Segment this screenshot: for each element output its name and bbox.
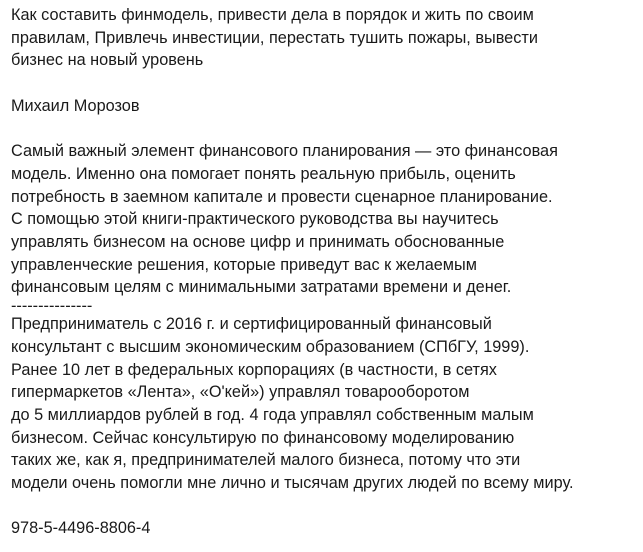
bio-line: консультант с высшим экономическим образованием (СПбГУ, 1999). [11, 337, 530, 356]
blank-line [11, 72, 639, 95]
description-line: С помощью этой книги-практического руководства вы научитесь [11, 210, 499, 229]
separator-line: --------------- [11, 297, 93, 316]
description-line: модель. Именно она помогает понять реальную прибыль, оценить [11, 164, 516, 183]
book-title [11, 4, 639, 72]
book-description-document [11, 4, 639, 540]
description-line: Самый важный элемент финансового планирования — это финансовая [11, 142, 558, 161]
author-name: Михаил Морозов [11, 96, 140, 115]
bio-line: до 5 миллиардов рублей в год. 4 года управлял собственным малым [11, 405, 534, 424]
bio-line: Ранее 10 лет в федеральных корпорациях (в частности, в сетях [11, 360, 497, 379]
description-line: финансовым целям с минимальными затратами времени и денег. [11, 278, 512, 297]
description-line: потребность в заемном капитале и провести сценарное планирование. [11, 187, 553, 206]
title-line: правилам, Привлечь инвестиции, перестать тушить пожары, вывести [11, 28, 538, 47]
bio-line: Предприниматель с 2016 г. и сертифицированный финансовый [11, 315, 492, 334]
title-line: Как составить финмодель, привести дела в порядок и жить по своим [11, 6, 534, 24]
book-description [11, 140, 639, 299]
blank-line [11, 118, 639, 141]
description-line: управлять бизнесом на основе цифр и принимать обоснованные [11, 233, 505, 251]
bio-line: модели очень помогли мне лично и тысячам других людей по всему миру. [11, 474, 574, 493]
bio-line: бизнесом. Сейчас консультирую по финансовому моделированию [11, 428, 515, 447]
blank-line [11, 495, 639, 518]
title-line: бизнес на новый уровень [11, 51, 204, 70]
bio-line: таких же, как я, предпринимателей малого бизнеса, потому что эти [11, 451, 521, 470]
description-line: управленческие решения, которые приведут вас к желаемым [11, 255, 477, 274]
bio-line: гипермаркетов «Лента», «О'кей») управлял товарооборотом [11, 383, 470, 402]
isbn-number: 978-5-4496-8806-4 [11, 519, 151, 538]
author-bio [11, 313, 639, 495]
